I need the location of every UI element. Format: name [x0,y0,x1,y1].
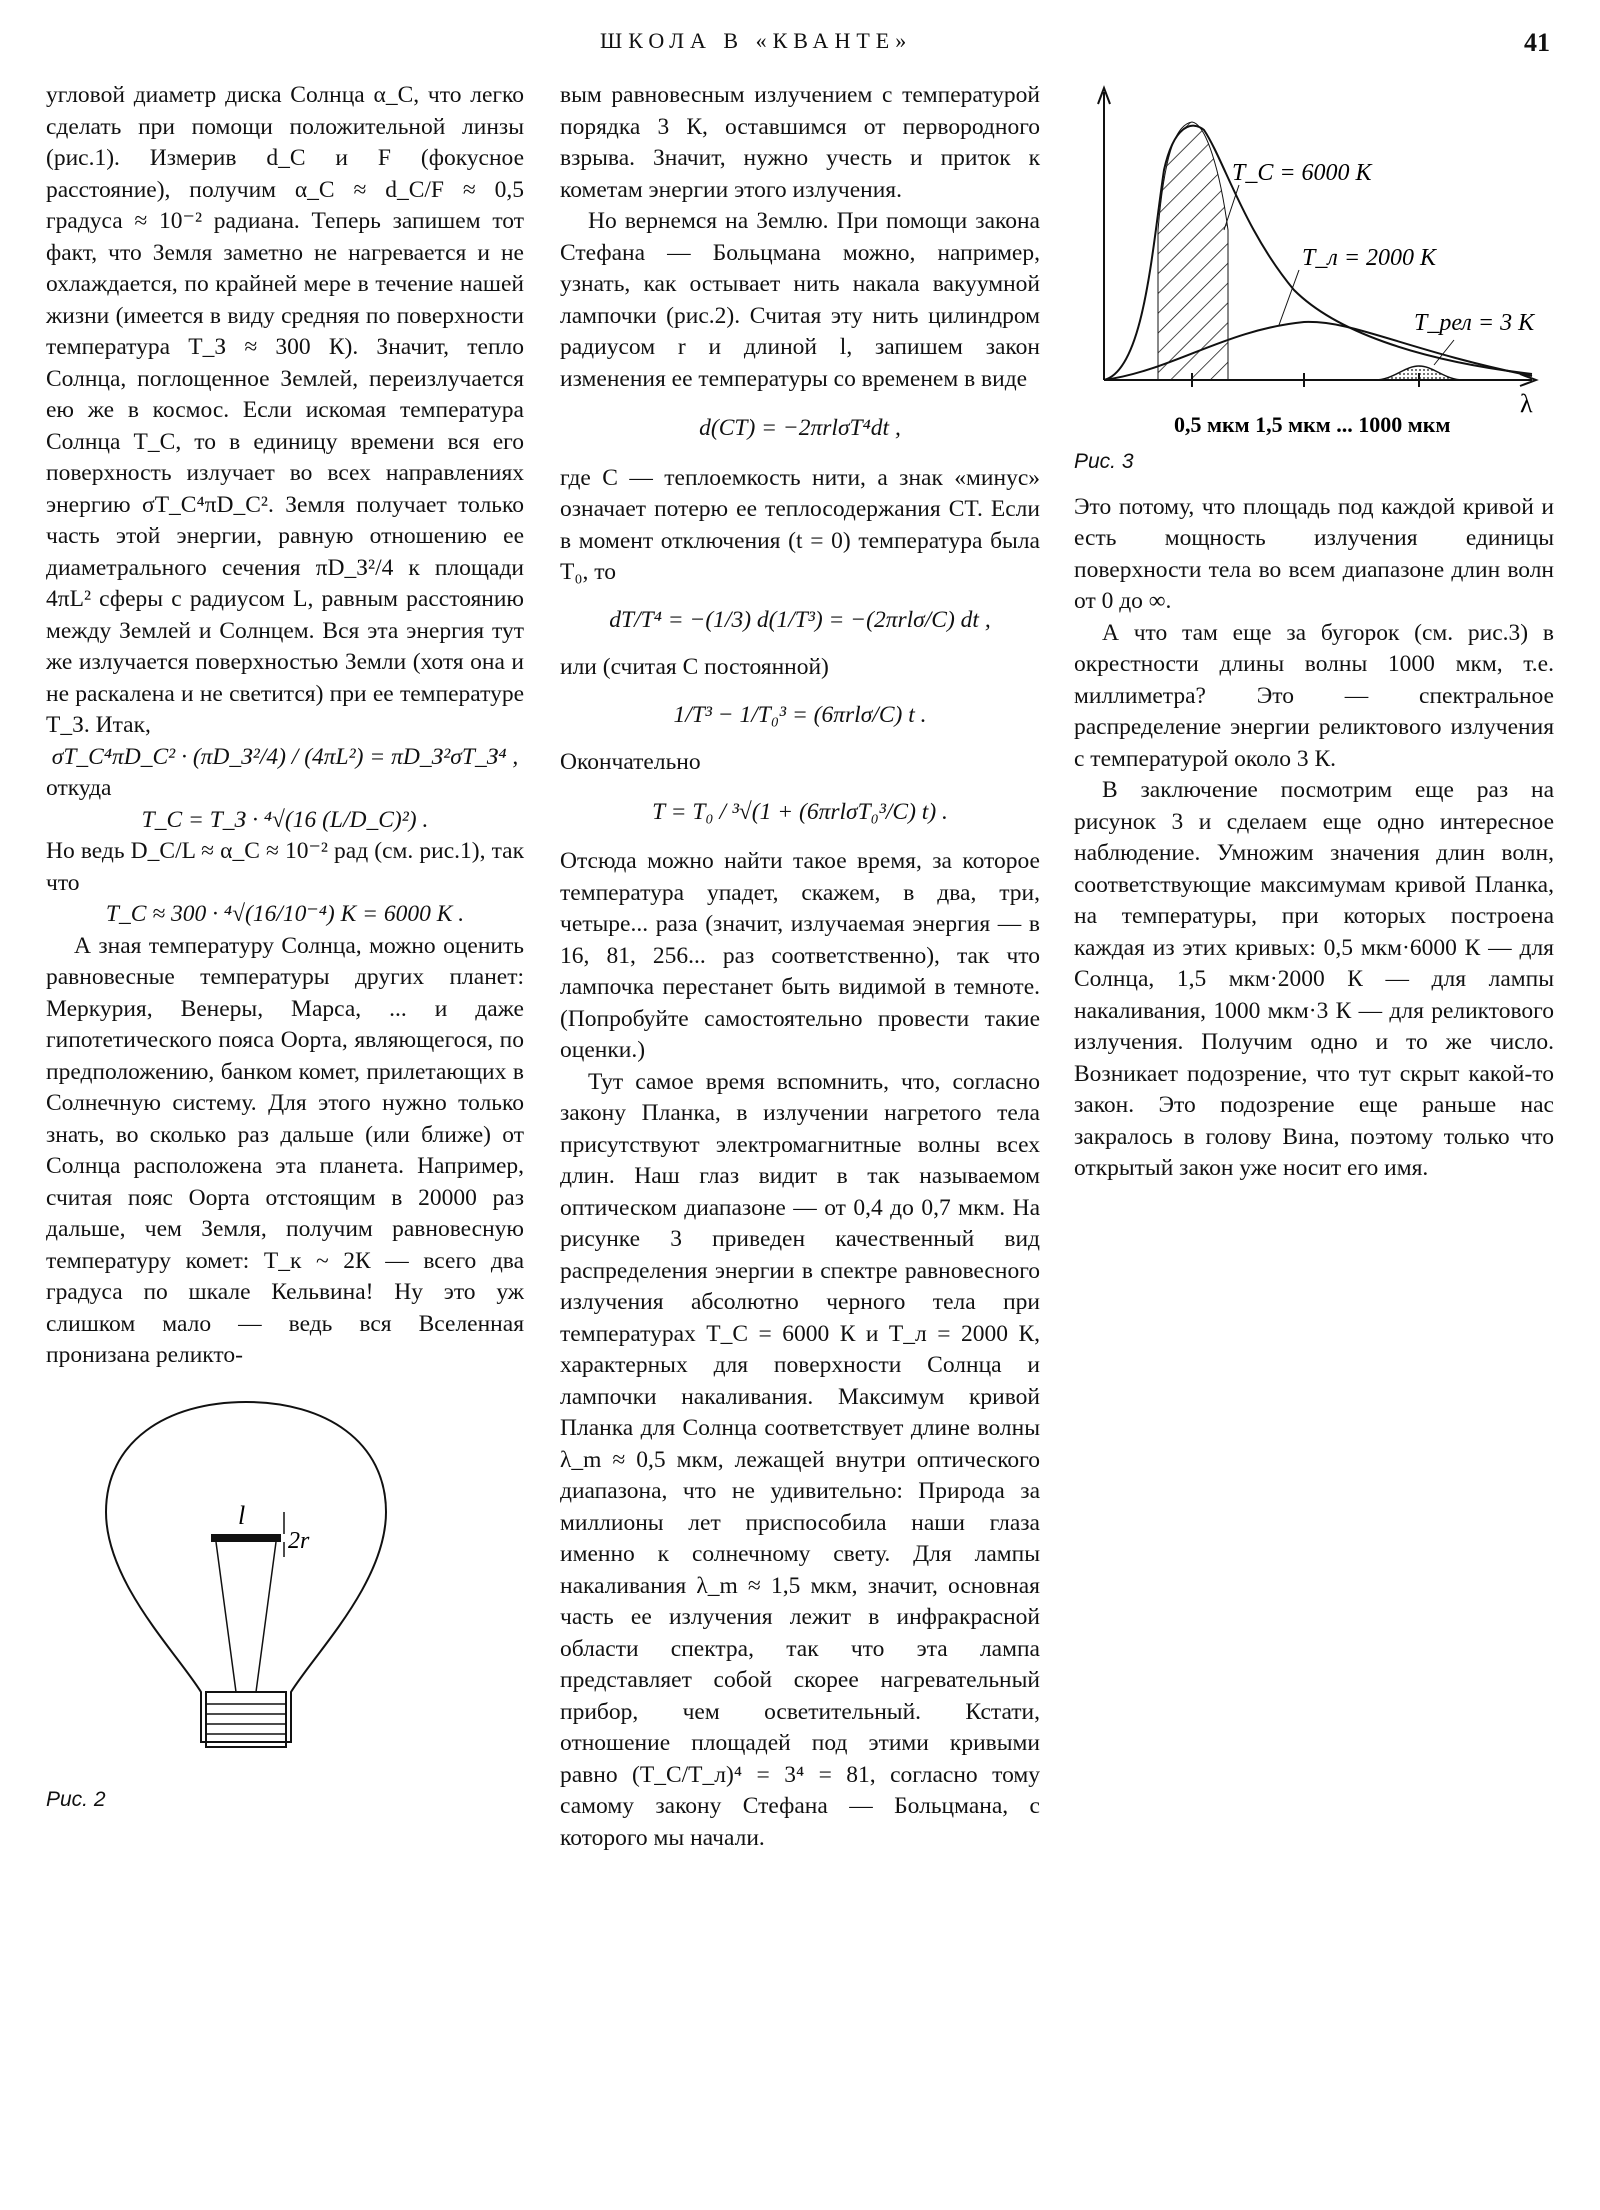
formula: σT_C⁴πD_C² · (πD_З²/4) / (4πL²) = πD_З²σT_З⁴ , [51,743,519,770]
running-head: ШКОЛА В «КВАНТЕ» [600,28,913,53]
figure-caption: Рис. 3 [1074,450,1134,473]
label-relic-temperature: T_рел = 3 К [1414,310,1534,336]
paragraph: А что там еще за бугорок (см. рис.3) в окрестности длины волны 1000 мкм, т.е. миллиметра? Это — спектральное распределение энергии реликтового излучения с температурой около 3 К. [1074,619,1554,772]
paragraph: Окончательно [560,749,701,775]
page-number: 41 [1524,28,1550,57]
label-sun-temperature: T_C = 6000 К [1232,160,1372,186]
paragraph: В заключение посмотрим еще раз на рисунок 3 и сделаем еще одно интересное наблюдение. Умножим значения длин волн, соответствующие максимумам кривой Планка, на температуры, при которых построена каждая из этих кривых: 0,5 мкм·6000 К — для Солнца, 1,5 мкм·2000 К — для лампы накаливания, 1000 мкм·3 К — для реликтового излучения. Получим одно и то же число. Возникает подозрение, что тут скрыт какой-то закон. Это подозрение еще раньше нас закралось в голову Вина, поэтому только что открытый закон уже носит его имя. [1074,777,1554,1181]
paragraph: А зная температуру Солнца, можно оценить равновесные температуры других планет: Меркурия, Венеры, Марса, ... и даже гипотетического пояса Оорта, являющегося, по предположению, банком комет, прилетающих в Солнечную систему. Для этого нужно только знать, во сколько раз дальше (или ближе) от Солнца расположена эта планета. Например, считая пояс Оорта отстоящим в 20000 раз дальше, чем Земля, получим равновесную температуру комет: T_к ~ 2К — всего два градуса по шкале Кельвина! Ну это уж слишком мало — ведь вся Вселенная пронизана реликто- [46,932,524,1368]
formula: 1/T³ − 1/T₀³ = (6πrlσ/C) t . [673,701,927,728]
filament-diameter-label: 2r [288,1527,310,1554]
figure-caption: Рис. 2 [46,1787,106,1811]
column-3 [1074,80,1554,1185]
paragraph: Но ведь D_C/L ≈ α_C ≈ 10⁻² рад (см. рис.1), так что [46,838,524,896]
formula: T = T₀ / ³√(1 + (6πrlσT₀³/C) t) . [652,798,948,825]
paragraph: Но вернемся на Землю. При помощи закона Стефана — Больцмана можно, например, узнать, как остывает нить накала вакуумной лампочки (рис.2). Считая эту нить цилиндром радиусом r и длиной l, запишем закон изменения ее температуры со временем в виде [560,208,1040,392]
visible-band [1158,122,1228,380]
lightbulb-figure [46,1392,524,1782]
paragraph: Тут самое время вспомнить, что, согласно закону Планка, в излучении нагретого тела присутствуют электромагнитные волны всех длин. Наш глаз видит в так называемом оптическом диапазоне — от 0,4 до 0,7 мкм. На рисунке 3 приведен качественный вид распределения энергии в спектре равновесного излучения абсолютно черного тела при температурах T_C = 6000 К и T_л = 2000 К, характерных для поверхности Солнца и лампочки накаливания. Максимум кривой Планка для Солнца соответствует длине волны λ_m ≈ 0,5 мкм, лежащей внутри оптического диапазона, что не удивительно: Природа за миллионы лет приспособила наши глаза именно к солнечному свету. Для лампы накаливания λ_m ≈ 1,5 мкм, значит, основная часть ее излучения лежит в инфракрасной области спектра, так что эта лампа представляет собой скорее нагревательный прибор, чем осветительный. Кстати, отношение площадей под этими кривыми равно (T_C/T_л)⁴ = 3⁴ = 81, согласно тому самому закону Стефана — Больцмана, с которого мы начали. [560,1068,1040,1851]
column-1 [46,80,524,1815]
filament [211,1534,281,1542]
formula: d(CT) = −2πrlσT⁴dt , [699,415,901,441]
bulb-base [206,1692,286,1747]
paragraph: вым равновесным излучением с температурой порядка 3 К, оставшимся от первородного взрыва. Значит, нужно учесть и приток к кометам энергии этого излучения. [560,82,1040,203]
paragraph: Отсюда можно найти такое время, за которое температура упадет, скажем, в два, три, четыре... раза (значит, излучаемая энергия — в 16, 81, 256... раз соответственно), так что лампочка перестанет быть видимой в темноте. (Попробуйте самостоятельно провести такие оценки.) [560,848,1040,1063]
paragraph: Это потому, что площадь под каждой кривой и есть мощность излучения единицы поверхности тела во всем диапазоне длин волн от 0 до ∞. [1074,493,1554,614]
wavelength-axis-label: λ [1520,389,1533,418]
label-lamp-temperature: T_л = 2000 К [1302,245,1436,271]
paragraph: откуда [46,775,112,801]
planck-curves-figure [1074,80,1554,440]
formula: T_C = T_З · ⁴√(16 (L/D_C)²) . [141,806,429,833]
lamp-stem [216,1542,276,1692]
formula: dT/T⁴ = −(1/3) d(1/T³) = −(2πrlσ/C) dt , [609,606,991,633]
paragraph: угловой диаметр диска Солнца α_C, что легко сделать при помощи положительной линзы (рис.1). Измерив d_C и F (фокусное расстояние), получим α_C ≈ d_C/F ≈ 0,5 градуса ≈ 10⁻² радиана. Теперь запишем тот факт, что Земля заметно не нагревается и не охлаждается, по крайней мере в течение нашей жизни (имеется в виду средняя по поверхности температура T_З ≈ 300 К). Значит, тепло Солнца, поглощенное Землей, переизлучается ею же в космос. Если искомая температура Солнца T_C, то в единицу времени вся его поверхность излучает во всех направлениях энергию σT_C⁴πD_C². Земля получает только часть этой энергии, равную отношению ее диаметрального сечения πD_З²/4 к площади 4πL² сферы с радиусом L, равным расстоянию между Землей и Солнцем. Вся эта энергия тут же излучается поверхностью Земли (хотя она и не раскалена и не светится) при ее температуре T_З. Итак, [46,82,524,738]
paragraph: где C — теплоемкость нити, а знак «минус» означает потерю ее теплосодержания CT. Если в момент отключения (t = 0) температура была T₀, то [560,464,1040,585]
formula: T_C ≈ 300 · ⁴√(16/10⁻⁴) К = 6000 К . [105,901,465,927]
page-header [0,28,1600,68]
column-2 [560,80,1040,1854]
filament-length-label: l [238,1500,246,1530]
paragraph: или (считая C постоянной) [560,654,829,680]
tick-labels: 0,5 мкм 1,5 мкм ... 1000 мкм [1174,412,1451,437]
